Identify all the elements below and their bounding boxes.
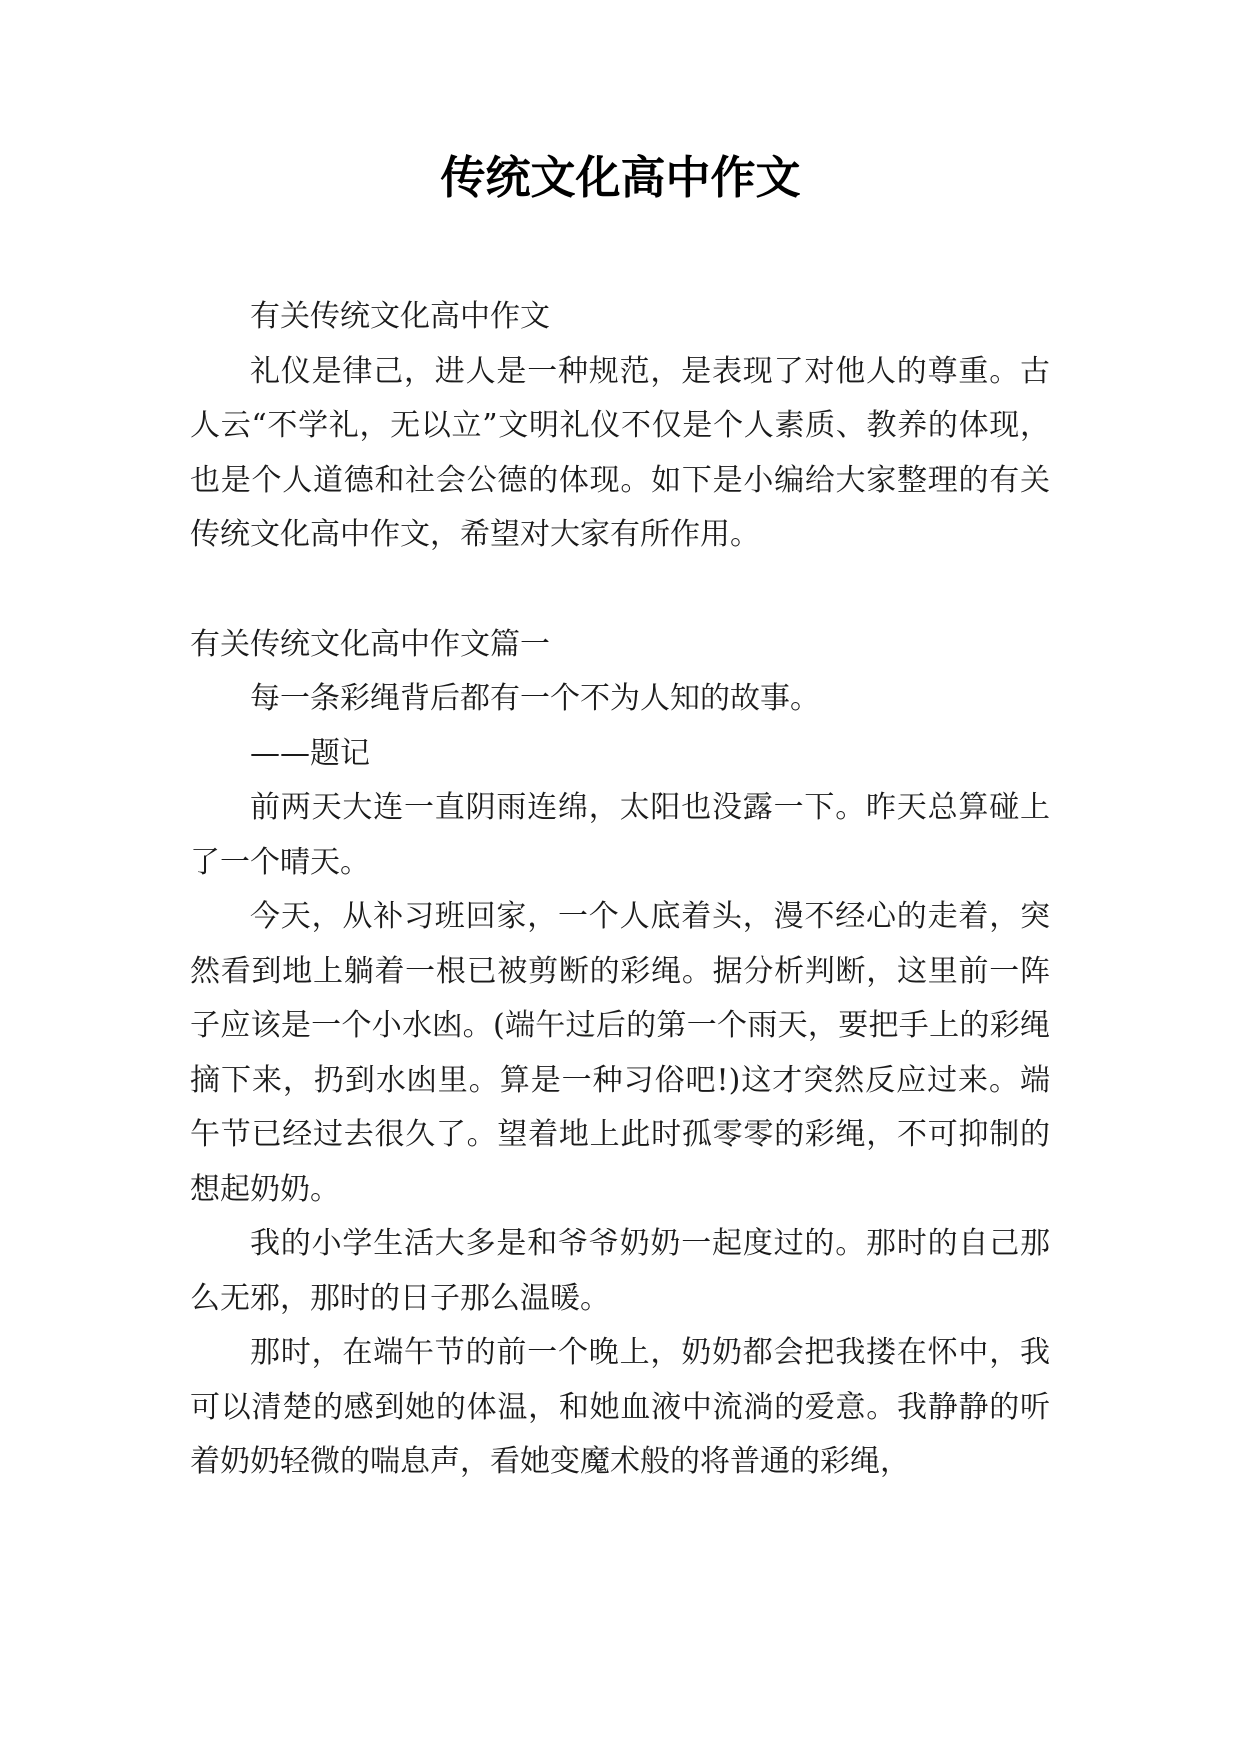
section-heading: 有关传统文化高中作文篇一	[190, 626, 550, 662]
body-paragraph: 我的小学生活大多是和爷爷奶奶一起度过的。那时的自己那么无邪，那时的日子那么温暖。	[190, 1226, 1050, 1316]
intro-paragraph: 礼仪是律己，进人是一种规范，是表现了对他人的尊重。古人云“不学礼，无以立”文明礼仪不仅是个人素质、教养的体现，也是个人道德和社会公德的体现。如下是小编给大家整理的有关传统文化高中作文，希望对大家有所作用。	[190, 353, 1050, 552]
document-title: 传统文化高中作文	[440, 151, 801, 204]
intro-heading: 有关传统文化高中作文	[250, 299, 550, 334]
epigraph: 每一条彩绳背后都有一个不为人知的故事。	[250, 681, 820, 716]
body-paragraph: 那时，在端午节的前一个晚上，奶奶都会把我搂在怀中，我可以清楚的感到她的体温，和她血液中流淌的爱意。我静静的听着奶奶轻微的喘息声，看她变魔术般的将普通的彩绳，	[190, 1335, 1050, 1479]
body-paragraph: 前两天大连一直阴雨连绵，太阳也没露一下。昨天总算碰上了一个晴天。	[190, 790, 1050, 880]
body-paragraph: 今天，从补习班回家，一个人底着头，漫不经心的走着，突然看到地上躺着一根已被剪断的彩绳。据分析判断，这里前一阵子应该是一个小水凼。(端午过后的第一个雨天，要把手上的彩绳摘下来，扔到水凼里。算是一种习俗吧!)这才突然反应过来。端午节已经过去很久了。望着地上此时孤零零的彩绳，不可抑制的想起奶奶。	[190, 899, 1050, 1207]
document-body	[190, 290, 1050, 1490]
epigraph-attribution: ——题记	[250, 735, 370, 771]
section-spacer	[190, 563, 1050, 618]
